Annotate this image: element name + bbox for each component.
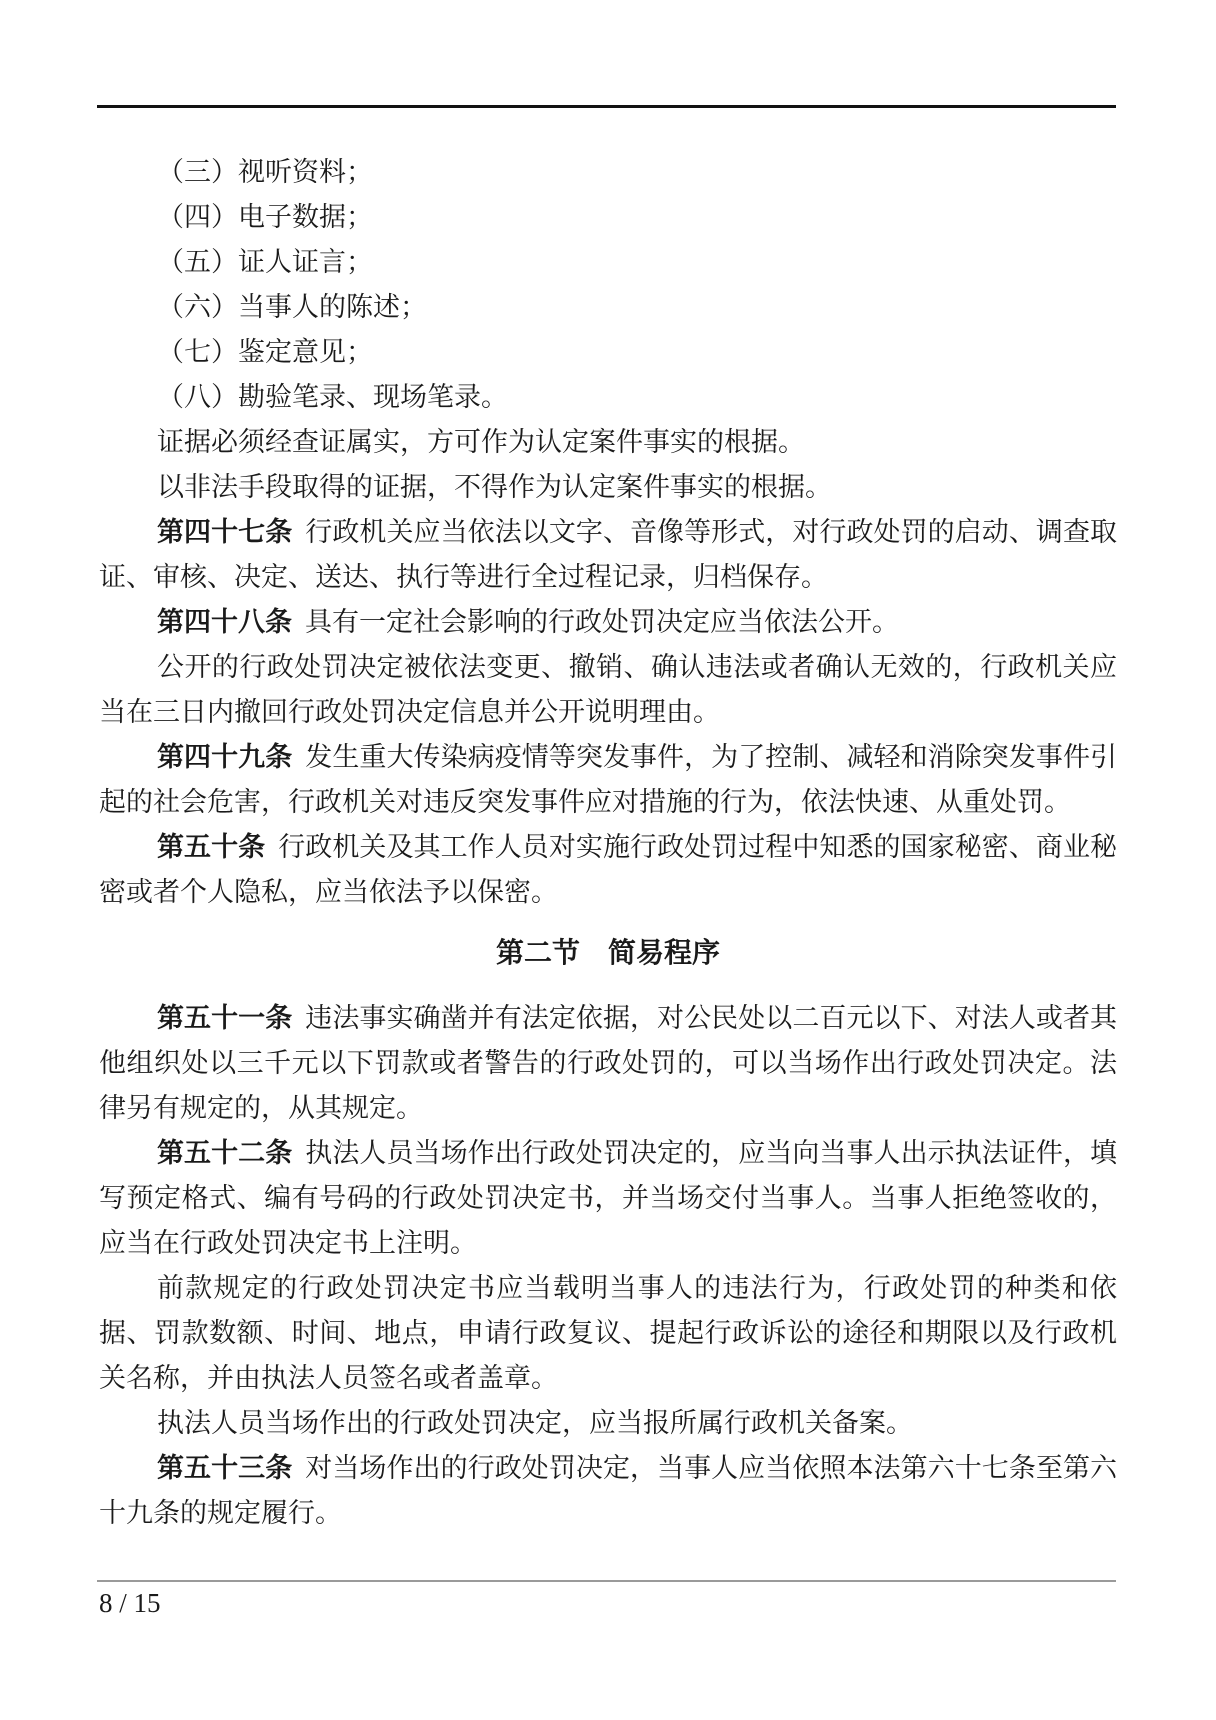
article-number: 第五十条 [157, 832, 266, 862]
article-number: 第五十一条 [157, 1003, 293, 1033]
header-rule [97, 105, 1116, 108]
article-paragraph [99, 735, 1117, 825]
article-paragraph [99, 1131, 1117, 1266]
article-text: 行政机关应当依法以文字、音像等形式，对行政处罚的启动、调查取证、审核、决定、送达、执行等进行全过程记录，归档保存。 [99, 517, 1118, 592]
article-paragraph [99, 996, 1117, 1131]
list-item: （三）视听资料； [157, 157, 373, 187]
article-paragraph [99, 510, 1117, 600]
paragraph: 公开的行政处罚决定被依法变更、撤销、确认违法或者确认无效的，行政机关应当在三日内撤回行政处罚决定信息并公开说明理由。 [99, 652, 1117, 727]
article-number: 第五十三条 [157, 1453, 293, 1483]
article-number: 第四十八条 [157, 607, 292, 637]
list-item: （七）鉴定意见； [157, 337, 373, 367]
article-text: 违法事实确凿并有法定依据，对公民处以二百元以下、对法人或者其他组织处以三千元以下罚款或者警告的行政处罚的，可以当场作出行政处罚决定。法律另有规定的，从其规定。 [99, 1003, 1118, 1123]
document-content [99, 150, 1117, 1536]
paragraph: 执法人员当场作出的行政处罚决定，应当报所属行政机关备案。 [157, 1408, 913, 1438]
article-text: 发生重大传染病疫情等突发事件，为了控制、减轻和消除突发事件引起的社会危害，行政机关对违反突发事件应对措施的行为，依法快速、从重处罚。 [99, 742, 1118, 817]
section-heading: 第二节 简易程序 [495, 938, 720, 969]
list-item: （八）勘验笔录、现场笔录。 [157, 382, 508, 412]
article-text: 行政机关及其工作人员对实施行政处罚过程中知悉的国家秘密、商业秘密或者个人隐私，应当依法予以保密。 [99, 832, 1118, 907]
paragraph: 前款规定的行政处罚决定书应当载明当事人的违法行为，行政处罚的种类和依据、罚款数额、时间、地点，申请行政复议、提起行政诉讼的途径和期限以及行政机关名称，并由执法人员签名或者盖章。 [99, 1273, 1117, 1393]
footer-rule [97, 1580, 1116, 1582]
article-paragraph [99, 1446, 1117, 1536]
page-number: 8 / 15 [99, 1588, 161, 1618]
list-item: （五）证人证言； [157, 247, 373, 277]
list-item: （六）当事人的陈述； [157, 292, 427, 322]
article-number: 第四十七条 [157, 517, 293, 547]
article-number: 第四十九条 [157, 742, 293, 772]
article-text: 具有一定社会影响的行政处罚决定应当依法公开。 [305, 607, 899, 637]
article-paragraph [99, 600, 1117, 645]
list-item: （四）电子数据； [157, 202, 373, 232]
paragraph: 以非法手段取得的证据，不得作为认定案件事实的根据。 [157, 472, 832, 502]
paragraph: 证据必须经查证属实，方可作为认定案件事实的根据。 [157, 427, 805, 457]
article-text: 对当场作出的行政处罚决定，当事人应当依照本法第六十七条至第六十九条的规定履行。 [99, 1453, 1118, 1528]
article-paragraph [99, 825, 1117, 915]
article-text: 执法人员当场作出行政处罚决定的，应当向当事人出示执法证件，填写预定格式、编有号码的行政处罚决定书，并当场交付当事人。当事人拒绝签收的，应当在行政处罚决定书上注明。 [99, 1138, 1118, 1258]
article-number: 第五十二条 [157, 1138, 293, 1168]
